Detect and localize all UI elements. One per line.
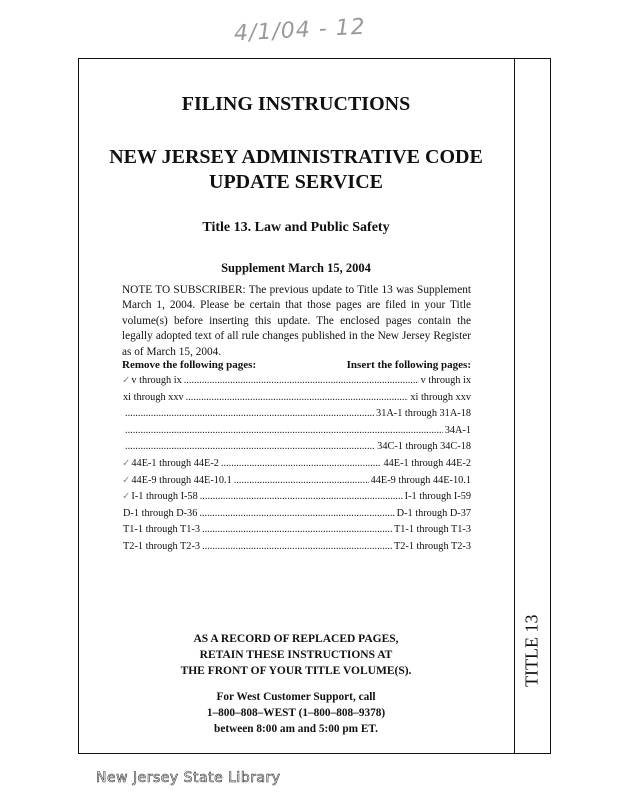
library-stamp: New Jersey State Library — [96, 770, 281, 786]
insert-range: xi through xxv — [410, 391, 471, 403]
page-title: FILING INSTRUCTIONS — [181, 93, 411, 115]
leader-dots — [125, 406, 374, 423]
support-phone: 1–800–808–WEST (1–800–808–9378) — [206, 707, 386, 719]
code-heading-line2: UPDATE SERVICE — [209, 171, 383, 193]
leader-dots — [234, 473, 369, 490]
record-instructions — [78, 631, 514, 679]
list-item — [122, 373, 471, 390]
remove-range: I-1 through I-58 — [131, 491, 198, 503]
list-item — [122, 539, 471, 556]
remove-range: xi through xxv — [123, 391, 184, 403]
spine-divider — [514, 58, 515, 753]
insert-range: 31A-1 through 31A-18 — [376, 408, 471, 420]
subscriber-note: NOTE TO SUBSCRIBER: The previous update to Title 13 was Supplement March 1, 2004. Please be certain that those pages are filed in your Title volume(s) before inserting this update. The enclosed pages contain the legally adopted text of all rule changes published in the New Jersey Register as of March 15, 2004. — [122, 284, 471, 358]
insert-range: 34C-1 through 34C-18 — [377, 441, 471, 453]
list-item — [122, 439, 471, 456]
remove-range: 44E-1 through 44E-2 — [131, 457, 219, 469]
leader-dots — [221, 456, 382, 473]
list-item — [122, 390, 471, 407]
insert-range: T2-1 through T2-3 — [393, 540, 471, 552]
insert-range: 34A-1 — [444, 424, 471, 436]
check-mark-icon: ✓ — [122, 457, 131, 469]
code-heading-line1: NEW JERSEY ADMINISTRATIVE CODE — [109, 146, 483, 168]
record-line: RETAIN THESE INSTRUCTIONS AT — [199, 649, 393, 661]
check-mark-icon: ✓ — [122, 474, 131, 486]
leader-dots — [184, 373, 419, 390]
handwritten-date: 4/1/04 - 12 — [233, 14, 367, 47]
leader-dots — [199, 506, 394, 523]
remove-range: 44E-9 through 44E-10.1 — [131, 474, 232, 486]
leader-dots — [186, 390, 409, 407]
insert-range: 44E-1 through 44E-2 — [383, 457, 471, 469]
leader-dots — [200, 489, 403, 506]
list-item — [122, 406, 471, 423]
remove-range: T2-1 through T2-3 — [123, 540, 201, 552]
insert-range: v through ix — [420, 375, 471, 386]
leader-dots — [125, 423, 443, 440]
list-item — [122, 489, 471, 506]
remove-range: T1-1 through T1-3 — [123, 524, 201, 536]
remove-range: D-1 through D-36 — [123, 507, 198, 519]
customer-support — [78, 689, 514, 737]
support-hours: between 8:00 am and 5:00 pm ET. — [214, 723, 378, 735]
check-mark-icon: ✓ — [122, 491, 131, 503]
remove-range: v through ix — [131, 375, 182, 386]
record-line: THE FRONT OF YOUR TITLE VOLUME(S). — [180, 665, 412, 677]
list-item — [122, 423, 471, 440]
list-item — [122, 473, 471, 490]
page-list — [122, 373, 471, 556]
insert-range: T1-1 through T1-3 — [393, 524, 471, 536]
record-line: AS A RECORD OF REPLACED PAGES, — [193, 633, 399, 645]
list-item — [122, 456, 471, 473]
list-item — [122, 522, 471, 539]
check-mark-icon: ✓ — [122, 375, 131, 386]
insert-header: Insert the following pages: — [346, 359, 471, 371]
insert-range: D-1 through D-37 — [396, 507, 471, 519]
code-heading — [78, 145, 514, 195]
spine-label: TITLE 13 — [521, 614, 542, 687]
title-line: Title 13. Law and Public Safety — [202, 220, 390, 235]
leader-dots — [202, 522, 392, 539]
leader-dots — [125, 439, 375, 456]
supplement-date: Supplement March 15, 2004 — [221, 261, 371, 275]
list-item — [122, 506, 471, 523]
support-line: For West Customer Support, call — [216, 691, 376, 703]
remove-header: Remove the following pages: — [122, 359, 257, 371]
insert-range: I-1 through I-59 — [404, 491, 471, 503]
insert-range: 44E-9 through 44E-10.1 — [370, 474, 471, 486]
leader-dots — [202, 539, 392, 556]
